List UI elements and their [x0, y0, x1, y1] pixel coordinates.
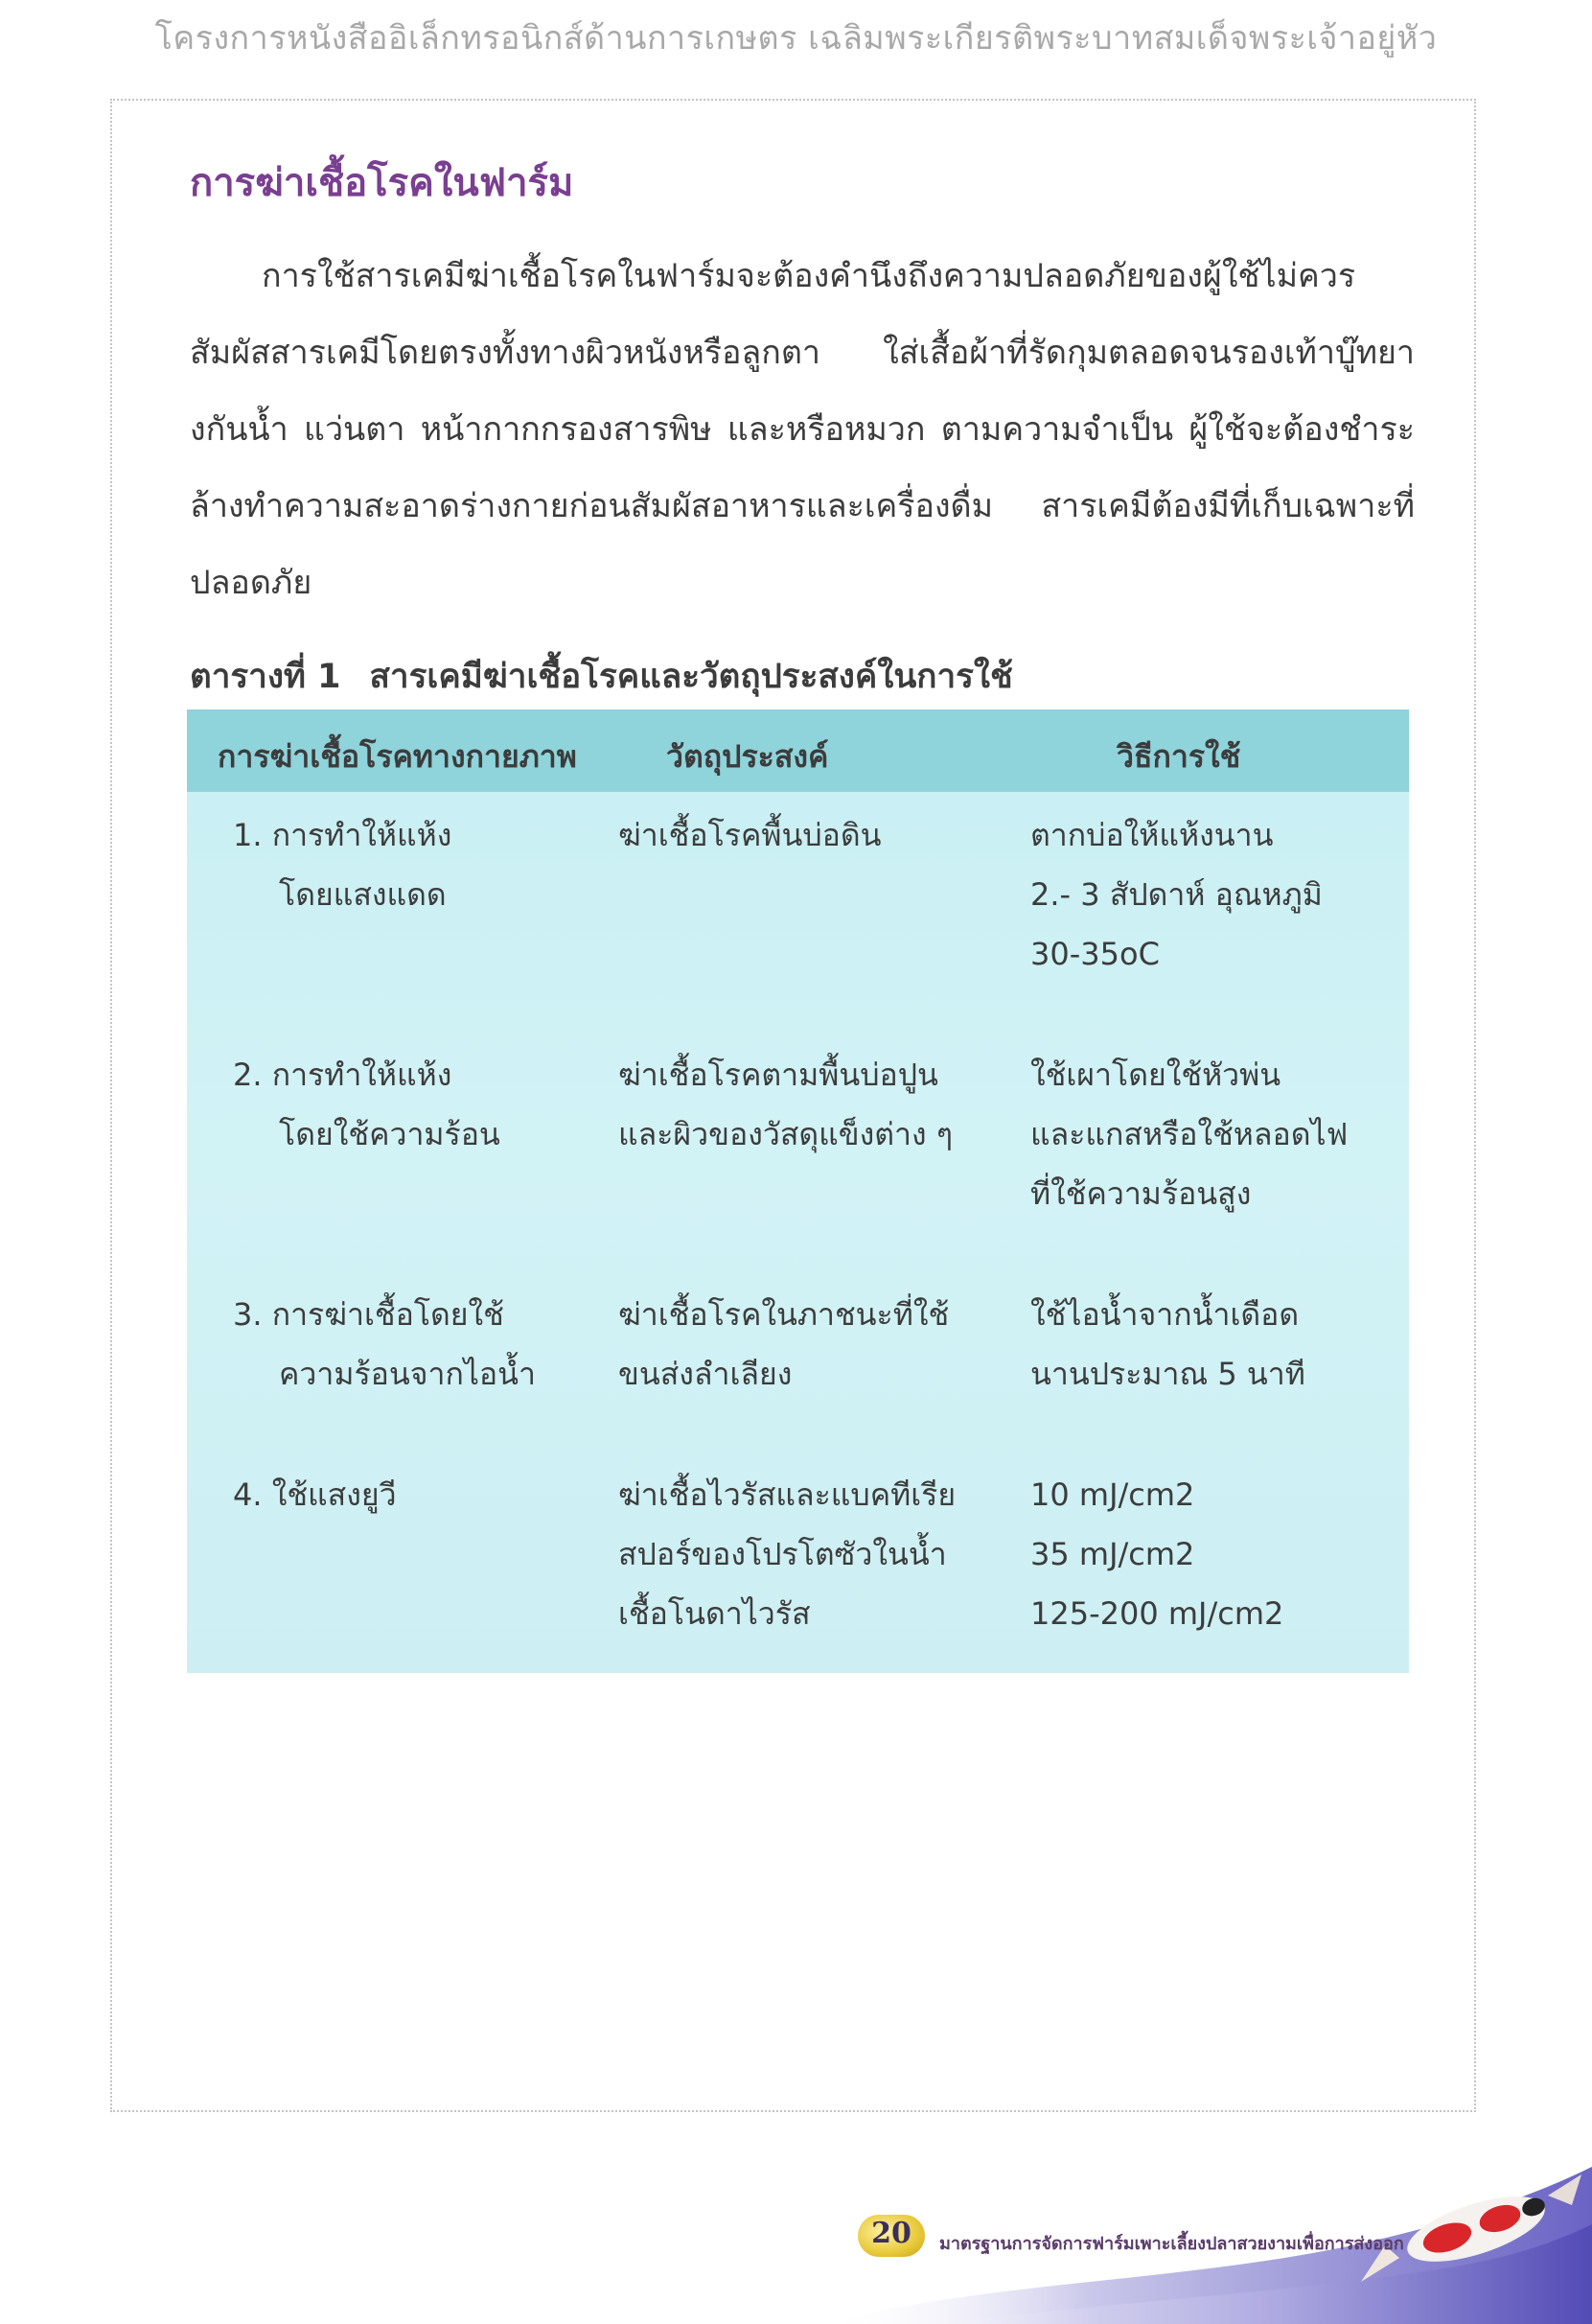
- cell-usage: [1030, 1465, 1395, 1643]
- cell-line: ความร้อนจากไอน้ำ: [279, 1356, 536, 1392]
- cell-usage: [1030, 805, 1395, 984]
- cell-line: ฆ่าเชื้อโรคในภาชนะที่ใช้: [618, 1296, 950, 1333]
- cell-line: 30-35oC: [1030, 936, 1160, 972]
- cell-line: เชื้อโนดาไวรัส: [618, 1595, 811, 1632]
- cell-purpose: [618, 1285, 1002, 1404]
- cell-line: ขนส่งลำเลียง: [618, 1356, 793, 1392]
- cell-line: 125-200 mJ/cm2: [1030, 1595, 1284, 1632]
- table-caption: [190, 650, 1013, 703]
- cell-purpose: [618, 805, 1002, 865]
- cell-line: และผิวของวัสดุแข็งต่าง ๆ: [618, 1116, 953, 1152]
- header-method: การฆ่าเชื้อโรคทางกายภาพ: [218, 738, 577, 775]
- cell-line: ที่ใช้ความร้อนสูง: [1030, 1175, 1252, 1212]
- cell-line: 10 mJ/cm2: [1030, 1476, 1195, 1513]
- cell-line: สปอร์ของโปรโตซัวในน้ำ: [618, 1536, 947, 1572]
- section-title: การฆ่าเชื้อโรคในฟาร์ม: [190, 161, 574, 205]
- cell-line: 2. การทำให้แห้ง: [233, 1057, 452, 1093]
- table-header: [187, 709, 1409, 792]
- cell-line: นานประมาณ 5 นาที: [1030, 1356, 1305, 1392]
- running-header: โครงการหนังสืออิเล็กทรอนิกส์ด้านการเกษตร เฉลิมพระเกียรติพระบาทสมเด็จพระเจ้าอยู่หัว: [154, 19, 1438, 58]
- cell-method: [233, 1465, 597, 1524]
- cell-line: ฆ่าเชื้อไวรัสและแบคทีเรีย: [618, 1476, 957, 1513]
- cell-usage: [1030, 1285, 1395, 1404]
- cell-line: ฆ่าเชื้อโรคพื้นบ่อดิน: [618, 817, 882, 853]
- cell-purpose: [618, 1465, 1002, 1643]
- cell-usage: [1030, 1045, 1395, 1223]
- cell-purpose: [618, 1045, 1002, 1164]
- header-usage: วิธีการใช้: [1117, 738, 1241, 775]
- cell-line: 35 mJ/cm2: [1030, 1536, 1195, 1572]
- disinfection-table: [187, 709, 1409, 1673]
- cell-line: โดยแสงแดด: [279, 876, 447, 913]
- cell-line: 1. การทำให้แห้ง: [233, 817, 452, 853]
- cell-line: 3. การฆ่าเชื้อโดยใช้: [233, 1296, 504, 1333]
- cell-line: ฆ่าเชื้อโรคตามพื้นบ่อปูน: [618, 1057, 938, 1093]
- cell-line: และแกสหรือใช้หลอดไฟ: [1030, 1116, 1349, 1152]
- footer-book-title: มาตรฐานการจัดการฟาร์มเพาะเลี้ยงปลาสวยงามเพื่อการส่งออก: [939, 2234, 1404, 2254]
- cell-line: โดยใช้ความร้อน: [279, 1116, 500, 1152]
- cell-line: ใช้ไอน้ำจากน้ำเดือด: [1030, 1296, 1300, 1333]
- intro-paragraph: การใช้สารเคมีฆ่าเชื้อโรคในฟาร์มจะต้องคำนึงถึงความปลอดภัยของผู้ใช้ไม่ควรสัมผัสสารเคมีโดยตรงทั้งทางผิวหนังหรือลูกตา ใส่เสื้อผ้าที่รัดกุมตลอดจนรองเท้าบู๊ทยางกันน้ำ แว่นตา หน้ากากกรองสารพิษ และหรือหมวก ตามความจำเป็น ผู้ใช้จะต้องชำระล้างทำความสะอาดร่างกายก่อนสัมผัสอาหารและเครื่องดื่ม สารเคมีต้องมีที่เก็บเฉพาะที่ปลอดภัย: [190, 257, 1415, 602]
- cell-line: ใช้เผาโดยใช้หัวพ่น: [1030, 1057, 1281, 1093]
- cell-line: 2.- 3 สัปดาห์ อุณหภูมิ: [1030, 876, 1323, 913]
- header-purpose: วัตถุประสงค์: [666, 738, 829, 775]
- table-caption-label: ตารางที่ 1: [190, 658, 341, 696]
- cell-line: 4. ใช้แสงยูวี: [233, 1476, 397, 1513]
- page-number: 20: [871, 2217, 911, 2250]
- cell-method: [233, 1285, 597, 1404]
- cell-method: [233, 805, 597, 924]
- table-caption-text: สารเคมีฆ่าเชื้อโรคและวัตถุประสงค์ในการใช้: [369, 658, 1013, 696]
- cell-line: ตากบ่อให้แห้งนาน: [1030, 817, 1274, 853]
- cell-method: [233, 1045, 597, 1164]
